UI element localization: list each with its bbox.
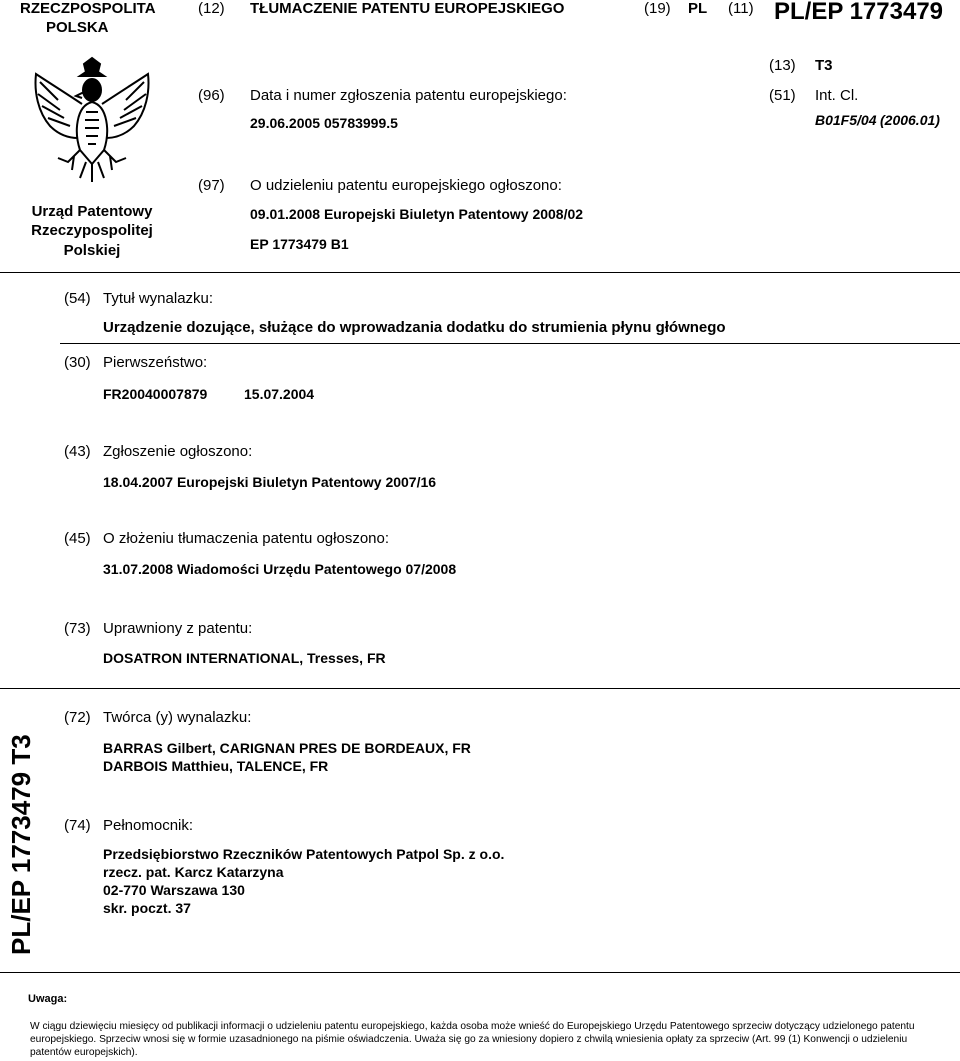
side-patent-label: PL/EP 1773479 T3 (6, 734, 36, 955)
code-74: (74) (64, 817, 91, 834)
doc-type: TŁUMACZENIE PATENTU EUROPEJSKIEGO (250, 0, 565, 17)
attorney-line3: 02-770 Warszawa 130 (103, 882, 245, 898)
translation-value: 31.07.2008 Wiadomości Urzędu Patentowego 07/2008 (103, 561, 457, 577)
grant-label: O udzieleniu patentu europejskiego ogłoszono: (250, 177, 562, 194)
code-45: (45) (64, 530, 91, 547)
application-value: 29.06.2005 05783999.5 (250, 115, 398, 131)
code-73: (73) (64, 620, 91, 637)
proprietor-label: Uprawniony z patentu: (103, 620, 253, 637)
code-12: (12) (198, 0, 225, 17)
ep-number: EP 1773479 B1 (250, 236, 349, 252)
proprietor-value: DOSATRON INTERNATIONAL, Tresses, FR (103, 650, 386, 666)
priority-number: FR20040007879 (103, 386, 208, 402)
attorney-line1: Przedsiębiorstwo Rzeczników Patentowych Patpol Sp. z o.o. (103, 846, 505, 862)
footer-divider (0, 972, 960, 973)
proprietor-divider (0, 688, 960, 689)
code-11: (11) (728, 0, 754, 17)
note-text: W ciągu dziewięciu miesięcy od publikacji informacji o udzieleniu patentu europejskiego, każda osoba może wnieść do Europejskiego Urzędu Patentowego sprzeciw dotyczący udzielonego patentu europejskiego. Sprzeciw wnosi się w formie uzasadnionego na piśmie oświadczenia. Uważa się go za wniesiony dopiero z chwilą wniesienia opłaty za sprzeciw (Art. 99 (1) Konwencji o udzieleniu patentów europejskich). (30, 1021, 915, 1058)
intcl-date: (2006.01) (880, 112, 940, 128)
code-54: (54) (64, 290, 91, 307)
intcl-label: Int. Cl. (815, 87, 859, 104)
office-line1: Urząd Patentowy (31, 203, 153, 220)
note-label: Uwaga: (28, 993, 68, 1005)
inventors-label: Twórca (y) wynalazku: (103, 709, 252, 726)
priority-label: Pierwszeństwo: (103, 354, 208, 371)
code-43: (43) (64, 443, 91, 460)
office-line2: Rzeczypospolitej (31, 222, 153, 239)
code-19: (19) (644, 0, 671, 17)
code-96: (96) (198, 87, 225, 104)
country-line2: POLSKA (46, 19, 109, 36)
title-label: Tytuł wynalazku: (103, 290, 214, 307)
application-label: Data i numer zgłoszenia patentu europejskiego: (250, 87, 567, 104)
code-72: (72) (64, 709, 91, 726)
code-13: (13) (769, 57, 796, 74)
inventor-2: DARBOIS Matthieu, TALENCE, FR (103, 758, 329, 774)
country-line1: RZECZPOSPOLITA (20, 0, 156, 17)
patent-number: PL/EP 1773479 (774, 0, 944, 25)
invention-title: Urządzenie dozujące, służące do wprowadzania dodatku do strumienia płynu głównego (103, 319, 726, 336)
code-30: (30) (64, 354, 91, 371)
attorney-line4: skr. poczt. 37 (103, 900, 191, 916)
office-line3: Polskiej (63, 242, 121, 259)
title-divider (60, 343, 960, 344)
country-code: PL (688, 0, 708, 17)
inventor-1: BARRAS Gilbert, CARIGNAN PRES DE BORDEAUX, FR (103, 740, 471, 756)
code-51: (51) (769, 87, 796, 104)
code-97: (97) (198, 177, 225, 194)
intcl-code: B01F5/04 (815, 112, 877, 128)
application-published-label: Zgłoszenie ogłoszono: (103, 443, 253, 460)
header-divider (0, 272, 960, 273)
priority-date: 15.07.2004 (244, 386, 315, 402)
translation-label: O złożeniu tłumaczenia patentu ogłoszono: (103, 530, 390, 547)
attorney-line2: rzecz. pat. Karcz Katarzyna (103, 864, 284, 880)
grant-value: 09.01.2008 Europejski Biuletyn Patentowy 2008/02 (250, 206, 584, 222)
eagle-emblem-icon (28, 52, 156, 184)
attorney-label: Pełnomocnik: (103, 817, 194, 834)
application-published-value: 18.04.2007 Europejski Biuletyn Patentowy 2007/16 (103, 474, 437, 490)
kind-code: T3 (815, 57, 833, 74)
